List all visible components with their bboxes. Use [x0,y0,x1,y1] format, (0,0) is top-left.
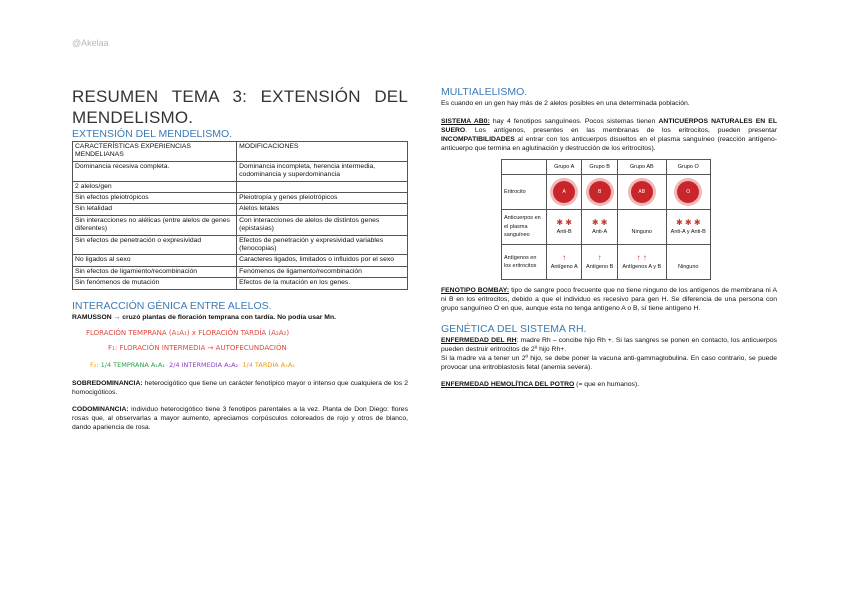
table-header: MODIFICACIONES [237,142,408,162]
table-header-row [73,142,408,162]
antigen-icon: ↑ ↑ [636,252,647,262]
table-cell: Pleiotropía y genes pleiotrópicos [237,193,408,204]
table-row [73,193,408,204]
table-cell: No ligados al sexo [73,255,237,266]
blood-cell [547,245,582,280]
abo-text-1: hay 4 fenotipos sanguíneos. Pocos sistemas tienen [489,118,659,125]
blood-groups-table [501,159,711,280]
table-row [73,235,408,255]
left-column [72,86,408,432]
hw-f1-text: FLORACIÓN INTERMEDIA → AUTOFECUNDACIÓN [119,343,287,352]
hw-f2-intermedia: 2/4 INTERMEDIA A₁A₂ [169,360,239,369]
antigen-label: Antígeno B [586,263,614,270]
blood-cell [666,245,710,280]
sobredominancia-paragraph [72,379,408,397]
blood-cell [666,175,710,210]
abo-bold-2: INCOMPATIBILIDADES [441,136,515,143]
erythrocyte-b: B [589,181,611,203]
antibody-icon: ✱ ✱ [591,217,608,227]
blood-cell [617,210,666,245]
handwritten-line-2 [108,344,408,353]
antibody-icon: ✱ ✱ [556,217,572,227]
mendel-table [72,141,408,290]
antibody-label: Anti-A y Anti-B [670,228,706,235]
antibody-icon [620,218,664,228]
table-cell: Sin efectos de penetración o expresividad [73,235,237,255]
blood-cell [666,210,710,245]
hw-f2-temprana: 1/4 TEMPRANA A₁A₁ [100,360,165,369]
ramusson-line: RAMUSSON → cruzó plantas de floración temprana con tardía. No podía usar Mn. [72,313,336,321]
table-row [73,181,408,192]
antibody-icon: ✱ ✱ ✱ [675,217,701,227]
table-cell: 2 alelos/gen [73,181,237,192]
abo-paragraph [441,117,777,153]
table-cell: Sin letalidad [73,204,237,215]
hw-tardia: FLORACIÓN TARDÍA (A₂A₂) [198,328,290,337]
blood-groups-figure [501,159,711,280]
antigen-icon: ↑ [562,252,567,262]
hw-temprana: FLORACIÓN TEMPRANA (A₁A₁) [86,328,190,337]
table-cell: Fenómenos de ligamento/recombinación [237,266,408,277]
watermark: @Akelaa [72,38,109,48]
blood-header-row [502,160,711,175]
blood-row-label: Antígenos en los eritrocitos [502,245,547,280]
blood-antibody-row [502,210,711,245]
blood-group-header: Grupo O [666,160,710,175]
blood-cell [582,175,618,210]
blood-row-label: Anticuerpos en el plasma sanguíneo [502,210,547,245]
abo-label: SISTEMA AB0: [441,118,490,125]
table-cell: Sin efectos pleiotrópicos [73,193,237,204]
blood-cell [617,245,666,280]
abo-bold-1: ANTICUERPOS NATURALES EN EL SUERO [441,118,777,134]
rh-paragraph [441,336,777,354]
hw-f2-tardia: 1/4 TARDÍA A₂A₂ [242,360,295,369]
blood-antigen-row [502,245,711,280]
page-title: RESUMEN TEMA 3: EXTENSIÓN DEL MENDELISMO. [72,87,408,127]
right-column [441,86,777,389]
antigen-icon [669,253,708,263]
blood-cell [582,210,618,245]
blood-corner [502,160,547,175]
antibody-label: Anti-B [556,228,572,235]
hw-f2-label: F₂: [90,360,99,369]
section-interaction-title: INTERACCIÓN GÉNICA ENTRE ALELOS. [72,299,272,312]
blood-row-label: Eritrocito [502,175,547,210]
rh-label: ENFERMEDAD DEL RH [441,337,517,344]
antigen-icon: ↑ [597,252,602,262]
table-row [73,266,408,277]
blood-group-header: Grupo B [582,160,618,175]
handwritten-line-3 [90,361,408,370]
ramusson-text [72,313,408,322]
erythrocyte-ab: AB [631,181,653,203]
table-cell: Efectos de la mutación en los genes. [237,278,408,289]
table-row [73,255,408,266]
blood-group-header: Grupo A [547,160,582,175]
table-cell: Sin efectos de ligamiento/recombinación [73,266,237,277]
codominancia-text: individuo heterocigótico tiene 3 fenotipos parentales a la vez. Planta de Don Diego: flores rosas que, al observarlas a mayor aumento, apreciamos corpúsculos coloreados de rojo y otros de blanco, dando apariencia de rosa. [72,405,408,431]
handwritten-line-1 [86,329,408,338]
antibody-label: Ninguno [631,228,652,235]
table-row [73,278,408,289]
table-cell: Sin interacciones no alélicas (entre alelos de genes diferentes) [73,215,237,235]
table-cell: Dominancia recesiva completa. [73,161,237,181]
rh-text-1: : madre Rh – concibe hijo Rh +. Si las sangres se ponen en contacto, los anticuerpos pueden destruir eritrocitos de 2º hijo Rh+. [441,337,777,353]
table-cell: Alelos letales [237,204,408,215]
table-cell: Con interacciones de alelos de distintos genes (epistasias) [237,215,408,235]
table-row [73,204,408,215]
erythrocyte-a: A [553,181,575,203]
bombay-text: tipo de sangre poco frecuente que no tiene ninguno de los antígenos de membrana ni A ni B en los eritrocitos, debido a que el individuo es recesivo para gen H. Se diferencia de una persona con grupo sanguíneo O en que, aunque esta no tenga antígeno A o B, sí tiene antígeno H. [441,287,777,312]
blood-cell [547,175,582,210]
section-rh-title: GENÉTICA DEL SISTEMA RH. [441,323,587,335]
potro-paragraph [441,380,777,389]
table-row [73,161,408,181]
abo-text-3: al entrar con los anticuerpos disueltos en el plasma sanguíneo (reacción antígeno-anticuerpo que termina en aglutinación y destrucción de los eritrocitos). [441,136,777,152]
erythrocyte-o: O [677,181,699,203]
rh-paragraph-2: Si la madre va a tener un 2º hijo, se debe poner la vacuna anti-gammaglobulina. En caso contrario, se puede provocar una eritroblastosis fetal (anemia severa). [441,355,777,371]
hw-f1-label: F₁: [108,343,118,352]
multialelismo-text: Es cuando en un gen hay más de 2 alelos posibles en una determinada población. [441,100,690,107]
antigen-label: Ninguno [678,263,699,270]
codominancia-paragraph [72,405,408,432]
section-extension-title: EXTENSIÓN DEL MENDELISMO. [72,128,233,140]
blood-cell [582,245,618,280]
codominancia-label: CODOMINANCIA: [72,405,129,413]
sobredominancia-text: heterocigótico que tiene un carácter fenotípico mayor o intenso que cualquiera de los 2 homocigóticos. [72,379,408,396]
bombay-label: FENOTIPO BOMBAY: [441,287,510,294]
sobredominancia-label: SOBREDOMINANCIA: [72,379,143,387]
antibody-label: Anti-A [592,228,608,235]
table-cell: Efectos de penetración y expresividad variables (fenocopias) [237,235,408,255]
bombay-paragraph [441,286,777,313]
antigen-label: Antígeno A [550,263,578,270]
table-cell [237,181,408,192]
blood-erythrocyte-row [502,175,711,210]
blood-cell [547,210,582,245]
table-header: CARACTERÍSTICAS EXPERIENCIAS MENDELIANAS [73,142,237,162]
section-multialelismo-title: MULTIALELISMO. [441,86,528,98]
blood-group-header: Grupo AB [617,160,666,175]
table-row [73,215,408,235]
hw-cross: x [191,328,196,337]
abo-text-2: . Los antígenos, presentes en las membranas de los eritrocitos, pueden presentar [465,127,777,134]
potro-label: ENFERMEDAD HEMOLÍTICA DEL POTRO [441,381,575,388]
antigen-label: Antígenos A y B [622,263,662,270]
table-cell: Sin fenómenos de mutación [73,278,237,289]
table-cell: Caracteres ligados, limitados o influidos por el sexo [237,255,408,266]
blood-cell [617,175,666,210]
potro-text: (= que en humanos). [574,381,640,388]
table-cell: Dominancia incompleta, herencia intermedia, codominancia y superdominancia [237,161,408,181]
